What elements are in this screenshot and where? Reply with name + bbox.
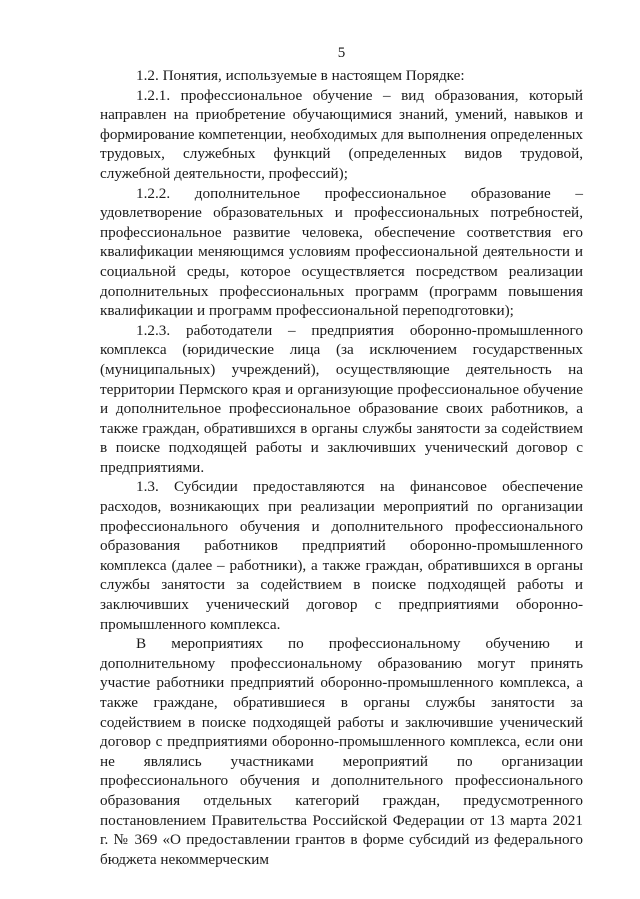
paragraph-section-1-2: 1.2. Понятия, используемые в настоящем Порядке: (136, 67, 465, 84)
document-body (100, 66, 583, 869)
paragraph-participants: В мероприятиях по профессиональному обучению и дополнительному профессиональному образованию могут принять участие работники предприятий оборонно-промышленного комплекса, а также граждане, обратившиеся в органы службы занятости за содействием в поиске подходящей работы и заключившие ученический договор с предприятиями оборонно-промышленного комплекса, если они не являлись участниками мероприятий по организации профессионального обучения и дополнительного профессионального образования отдельных категорий граждан, предусмотренного постановлением Правительства Российской Федерации от 13 марта 2021 г. № 369 «О предоставлении грантов в форме субсидий из федерального бюджета некоммерческим (100, 635, 583, 868)
page-number: 5 (337, 45, 346, 61)
document-page (100, 0, 583, 899)
paragraph-section-1-3: 1.3. Субсидии предоставляются на финансовое обеспечение расходов, возникающих при реализации мероприятий по организации профессионального обучения и дополнительного профессионального образования работников предприятий оборонно-промышленного комплекса (далее – работники), а также граждан, обратившихся в органы службы занятости за содействием в поиске подходящей работы и заключивших ученический договор с предприятиями оборонно-промышленного комплекса. (100, 478, 583, 633)
paragraph-section-1-2-1: 1.2.1. профессиональное обучение – вид образования, который направлен на приобретение обучающимися знаний, умений, навыков и формирование компетенции, необходимых для выполнения определенных трудовых, служебных функций (определенных видов трудовой, служебной деятельности, профессий); (100, 86, 583, 182)
paragraph-section-1-2-3: 1.2.3. работодатели – предприятия оборонно-промышленного комплекса (юридические лица (за исключением государственных (муниципальных) учреждений), осуществляющие деятельность на территории Пермского края и организующие профессиональное обучение и дополнительное профессиональное образование своих работников, а также граждан, обратившихся в органы службы занятости за содействием в поиске подходящей работы и заключивших ученический договор с предприятиями. (100, 321, 583, 476)
paragraph-section-1-2-2: 1.2.2. дополнительное профессиональное образование – удовлетворение образовательных и профессиональных потребностей, профессиональное развитие человека, обеспечение соответствия его квалификации меняющимся условиям профессиональной деятельности и социальной среды, которое осуществляется посредством реализации дополнительных профессиональных программ (программ повышения квалификации и программ профессиональной переподготовки); (100, 184, 583, 320)
